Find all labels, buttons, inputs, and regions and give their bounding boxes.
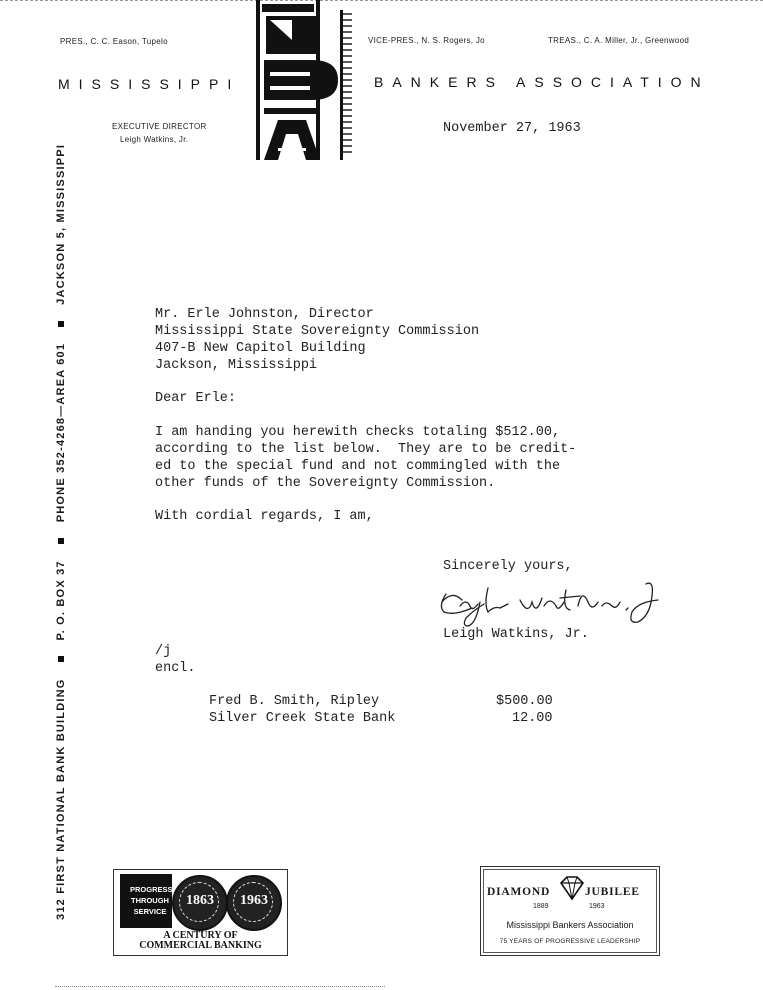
- recipient-line: Mr. Erle Johnston, Director: [155, 307, 374, 322]
- seal-1863: [172, 875, 228, 931]
- side-address-box: P. O. BOX 37: [55, 560, 67, 641]
- century-caption: [114, 931, 287, 951]
- signature-name: Leigh Watkins, Jr.: [443, 627, 589, 642]
- check-payer: Silver Creek State Bank: [209, 711, 396, 726]
- seal-year: 1963: [240, 893, 268, 908]
- president-line: PRES., C. C. Eason, Tupelo: [60, 37, 168, 46]
- jubilee-title-left: DIAMOND: [487, 886, 551, 898]
- progress-through-service-panel: [120, 874, 172, 928]
- body-line: I am handing you herewith checks totaling $512.00,: [155, 425, 561, 440]
- caption-line: A CENTURY OF: [163, 930, 238, 941]
- side-address: [55, 144, 67, 920]
- check-amount: $500.00: [496, 694, 553, 709]
- seal-year: 1863: [186, 893, 214, 908]
- side-word: PROGRESS: [130, 885, 173, 894]
- treasurer-line: TREAS., C. A. Miller, Jr., Greenwood: [548, 36, 690, 45]
- handwritten-signature: [432, 572, 672, 632]
- diamond-icon: [557, 875, 587, 901]
- caption-line: COMMERCIAL BANKING: [139, 940, 262, 951]
- bottom-edge-rule: [55, 986, 385, 988]
- letterhead-name-left: MISSISSIPPI: [58, 76, 241, 92]
- diamond-jubilee-badge: [480, 866, 660, 956]
- letter-date: November 27, 1963: [443, 121, 581, 136]
- regards-line: With cordial regards, I am,: [155, 509, 374, 524]
- side-address-city: JACKSON 5, MISSISSIPPI: [55, 143, 67, 305]
- jubilee-year-start: 1889: [533, 903, 549, 910]
- recipient-line: Mississippi State Sovereignty Commission: [155, 324, 480, 339]
- vice-president-line: VICE-PRES., N. S. Rogers, Jo: [368, 36, 485, 45]
- association-logo-icon: [256, 0, 356, 165]
- jubilee-title-right: JUBILEE: [585, 886, 640, 898]
- separator-square-icon: [58, 321, 64, 327]
- body-line: ed to the special fund and not commingled with the: [155, 459, 561, 474]
- letterhead-name-right: BANKERS ASSOCIATION: [374, 74, 710, 90]
- closing: Sincerely yours,: [443, 559, 573, 574]
- enclosure-note: encl.: [155, 661, 196, 676]
- recipient-line: 407-B New Capitol Building: [155, 341, 366, 356]
- body-line: other funds of the Sovereignty Commission.: [155, 476, 496, 491]
- check-amount: 12.00: [512, 711, 553, 726]
- century-badge: [113, 869, 288, 956]
- body-line: according to the list below. They are to be credit-: [155, 442, 577, 457]
- typist-initials: /j: [155, 644, 172, 659]
- side-word: SERVICE: [133, 907, 167, 916]
- director-name: Leigh Watkins, Jr.: [120, 135, 189, 144]
- side-word: THROUGH: [131, 896, 169, 905]
- top-edge-rule: [0, 0, 763, 3]
- jubilee-tagline: 75 YEARS OF PROGRESSIVE LEADERSHIP: [499, 938, 641, 945]
- separator-square-icon: [58, 656, 64, 662]
- salutation: Dear Erle:: [155, 391, 237, 406]
- side-address-phone: PHONE 352-4268—AREA 601: [55, 342, 67, 523]
- separator-square-icon: [58, 538, 64, 544]
- check-payer: Fred B. Smith, Ripley: [209, 694, 380, 709]
- jubilee-year-end: 1963: [589, 903, 605, 910]
- side-address-building: 312 FIRST NATIONAL BANK BUILDING: [55, 678, 67, 920]
- director-title: EXECUTIVE DIRECTOR: [112, 122, 207, 131]
- recipient-line: Jackson, Mississippi: [155, 358, 318, 373]
- seal-1963: [226, 875, 282, 931]
- jubilee-association: Mississippi Bankers Association: [506, 920, 634, 930]
